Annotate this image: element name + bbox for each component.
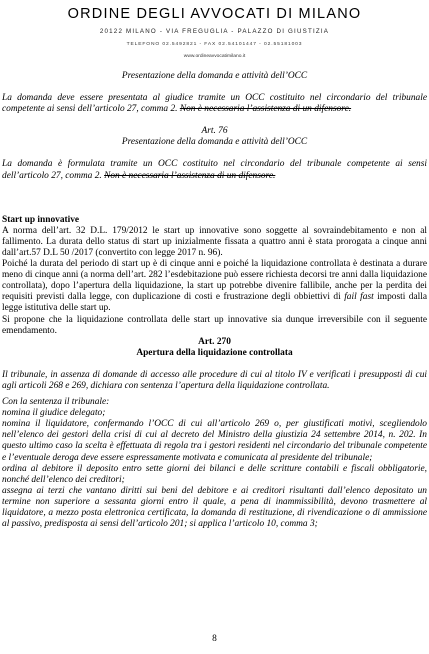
art270-line-intro: Con la sentenza il tribunale: (2, 397, 110, 408)
art270-paragraph-1: Il tribunale, in assenza di domande di accesso alle procedure di cui al titolo IV e verificati i presupposti di cui agli articoli 268 e 269, dichiara con sentenza l’apertura della liquidazione controllata. (2, 369, 427, 391)
letterhead-contacts: TELEFONO 02.5492821 - FAX 02.54101447 - 02.55181003 (126, 42, 303, 47)
section1-paragraph (2, 93, 427, 115)
startup-p2-after: imposti dalla legge istitutiva delle start up. (2, 292, 428, 314)
art270-line-liquidator: nomina il liquidatore, confermando l’OCC di cui all’articolo 269 o, per giustificati motivi, scegliendolo nell’elenco dei gestori della crisi di cui al decreto del Ministro della giustizia 24 settembre 2014, n. 202. In questo ultimo caso la scelta è effettuata di regola tra i gestori residenti nel circondario del tribunale competente e l’eventuale deroga deve essere espressamente motivata e comunicata al presidente del tribunale; (2, 419, 427, 463)
section2-text: La domanda è formulata tramite un OCC costituito nel circondario del tribunale competente ai sensi dell’articolo 27, comma 2. (2, 159, 427, 181)
section2-paragraph (2, 159, 427, 181)
art270-line-deposit: ordina al debitore il deposito entro sette giorni dei bilanci e delle scritture contabili e fiscali obbligatorie, nonché dell’elenco dei creditori; (2, 463, 427, 485)
letterhead-address: 20122 MILANO - VIA FREGUGLIA - PALAZZO DI GIUSTIZIA (99, 28, 330, 35)
startup-paragraph-3: Si propone che la liquidazione controllata delle start up innovative sia dunque irreversibile con il seguente emendamento. (2, 314, 427, 336)
art270-title: Apertura della liquidazione controllata (136, 347, 293, 358)
section1-struck-text: Non è necessaria l’assistenza di un difensore. (179, 104, 352, 115)
page-number: 8 (212, 634, 217, 644)
section2-heading: Presentazione della domanda e attività dell’OCC (121, 137, 308, 148)
startup-paragraph-2 (2, 259, 427, 314)
art270-number: Art. 270 (198, 336, 231, 347)
letterhead (0, 0, 429, 59)
letterhead-website: www.ordineavvocatimilano.it (183, 54, 246, 59)
startup-title: Start up innovative (2, 214, 80, 225)
letterhead-org-name: ORDINE DEGLI AVVOCATI DI MILANO (67, 6, 362, 22)
startup-p2-before: Poiché la durata del periodo di start up è di cinque anni e poiché la liquidazione controllata è destinata a durare meno di cinque anni (a norma dell’art. 282 l’esdebitazione può essere richiesta decorsi tre anni dalla liquidazione controllata), dopo l’apertura della liquidazione, la start up potrebbe divenire fallibile, anche per la perdita dei requisiti previsti dalla legge, con duplicazione di costi e frustrazione degli obbiettivi di (2, 259, 427, 303)
startup-p2-italic: fail fast (344, 292, 374, 303)
art270-line-assign: assegna ai terzi che vantano diritti sui beni del debitore e ai creditori risultanti dall’elenco depositato un termine non superiore a sessanta giorni entro il quale, a pena di inammissibilità, devono trasmettere al liquidatore, a mezzo posta elettronica certificata, la domanda di restituzione, di rivendicazione o di ammissione al passivo, predisposta ai sensi dell’articolo 201; si applica l’articolo 10, comma 3; (2, 485, 427, 530)
section1-heading: Presentazione della domanda e attività dell’OCC (121, 71, 308, 81)
document-body (2, 71, 427, 530)
section2-struck-text: Non è necessaria l’assistenza di un difensore. (104, 170, 276, 181)
section2-article-number: Art. 76 (201, 126, 228, 137)
startup-paragraph-1: A norma dell’art. 32 D.L. 179/2012 le start up innovative sono soggette al sovraindebitamento e non al fallimento. La durata dello status di start up inizialmente fissata a quattro anni è stata prorogata a cinque anni dall’art.57 D.L 50 /2017 (convertito con legge 2017 n. 96). (2, 225, 427, 258)
section1-text: La domanda deve essere presentata al giudice tramite un OCC costituito nel circondario del tribunale competente ai sensi dell’articolo 27, comma 2. (2, 93, 427, 115)
art270-line-judge: nomina il giudice delegato; (2, 408, 106, 419)
